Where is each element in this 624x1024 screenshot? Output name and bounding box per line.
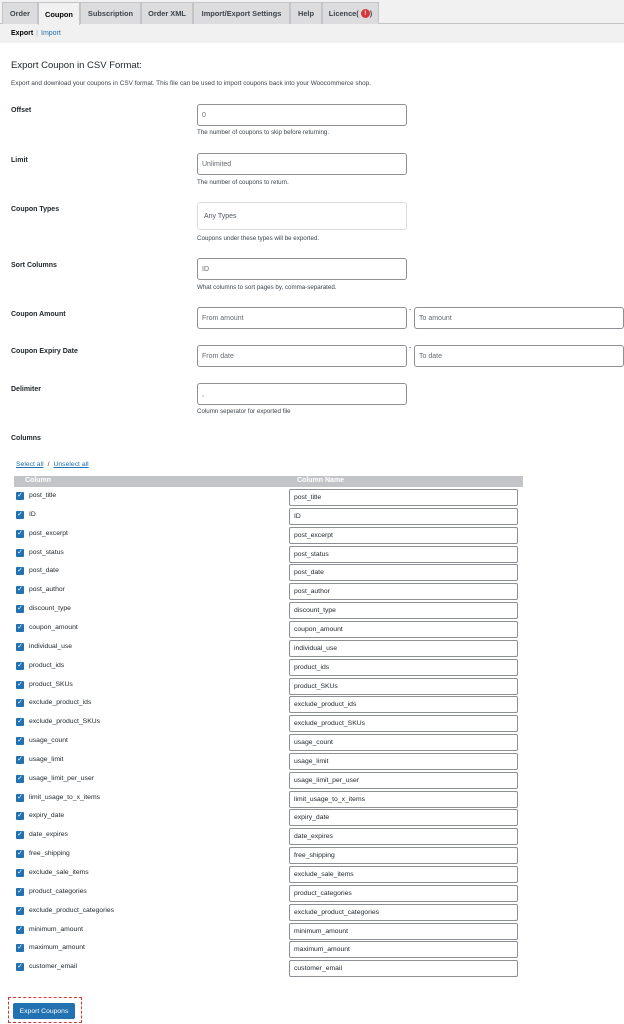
- columns-label: Columns: [11, 435, 41, 442]
- column-name-input[interactable]: usage_limit_per_user: [289, 772, 518, 789]
- column-checkbox[interactable]: ✓: [17, 793, 23, 801]
- table-row: [14, 601, 523, 620]
- amount-range-dash: -: [409, 307, 412, 314]
- column-name-input[interactable]: exclude_product_ids: [289, 696, 518, 713]
- table-row: [14, 846, 523, 865]
- header-column-name: Column Name: [297, 477, 345, 484]
- table-row: [14, 582, 523, 601]
- column-name-input[interactable]: exclude_product_SKUs: [289, 715, 518, 732]
- tab-coupon-label: Coupon: [45, 9, 73, 19]
- column-name-input[interactable]: ID: [289, 508, 518, 525]
- table-row: [14, 677, 523, 696]
- delimiter-hint: Column seperator for exported file: [197, 408, 291, 415]
- column-checkbox[interactable]: ✓: [17, 510, 23, 518]
- coupon-types-select[interactable]: Any Types: [197, 202, 407, 230]
- columns-table-header: [14, 476, 523, 487]
- alert-icon: !: [361, 9, 370, 18]
- column-checkbox[interactable]: ✓: [17, 492, 23, 499]
- column-checkbox[interactable]: ✓: [17, 831, 23, 839]
- tab-import-export-settings[interactable]: [193, 2, 290, 24]
- column-name-input[interactable]: post_status: [289, 546, 518, 563]
- column-key: date_expires: [29, 831, 68, 839]
- table-row: [14, 488, 523, 507]
- column-name-input[interactable]: coupon_amount: [289, 621, 518, 638]
- column-name-input[interactable]: maximum_amount: [289, 941, 518, 958]
- column-checkbox[interactable]: ✓: [17, 963, 23, 971]
- column-key: individual_use: [29, 642, 73, 650]
- table-row: [14, 658, 523, 677]
- select-links: [16, 461, 89, 468]
- column-name-input[interactable]: exclude_product_categories: [289, 904, 518, 921]
- from-amount-input[interactable]: From amount: [197, 307, 407, 329]
- column-key: usage_limit: [29, 755, 64, 763]
- column-name-input[interactable]: limit_usage_to_x_items: [289, 791, 518, 808]
- table-row: [14, 752, 523, 771]
- column-key: exclude_product_SKUs: [29, 718, 101, 726]
- column-key: post_title: [29, 492, 57, 499]
- to-date-input[interactable]: To date: [414, 345, 624, 367]
- column-key: usage_count: [29, 737, 68, 745]
- tab-coupon[interactable]: [38, 2, 80, 25]
- column-key: coupon_amount: [29, 623, 78, 631]
- tab-settings-label: Import/Export Settings: [201, 9, 282, 18]
- column-name-input[interactable]: customer_email: [289, 960, 518, 977]
- table-row: [14, 884, 523, 903]
- table-row: [14, 545, 523, 564]
- sort-columns-hint: What columns to sort pages by, comma-separated.: [197, 284, 337, 291]
- table-row: [14, 639, 523, 658]
- table-row: [14, 733, 523, 752]
- table-row: [14, 808, 523, 827]
- sort-columns-label: Sort Columns: [11, 262, 57, 269]
- column-key: post_excerpt: [29, 529, 68, 537]
- column-checkbox[interactable]: ✓: [17, 944, 23, 952]
- offset-hint: The number of coupons to skip before returning.: [197, 129, 330, 136]
- subnav-import[interactable]: Import: [41, 30, 61, 37]
- column-checkbox[interactable]: ✓: [17, 529, 23, 537]
- column-checkbox[interactable]: ✓: [17, 699, 23, 707]
- column-key: product_SKUs: [29, 680, 73, 688]
- column-checkbox[interactable]: ✓: [17, 605, 23, 613]
- column-key: exclude_sale_items: [29, 869, 89, 876]
- column-checkbox[interactable]: ✓: [17, 680, 23, 688]
- table-row: [14, 903, 523, 922]
- date-range-dash: -: [409, 345, 412, 352]
- column-name-input[interactable]: date_expires: [289, 828, 518, 845]
- subnav-separator: |: [36, 30, 38, 37]
- column-checkbox[interactable]: ✓: [17, 812, 23, 820]
- column-name-input[interactable]: post_excerpt: [289, 527, 518, 544]
- column-checkbox[interactable]: ✓: [17, 755, 23, 763]
- column-name-input[interactable]: product_ids: [289, 659, 518, 676]
- tab-subscription[interactable]: [80, 2, 141, 24]
- column-key: minimum_amount: [29, 925, 84, 933]
- column-checkbox[interactable]: ✓: [17, 774, 23, 782]
- limit-label: Limit: [11, 157, 28, 164]
- table-row: [14, 507, 523, 526]
- table-row: [14, 563, 523, 582]
- tab-help[interactable]: [290, 2, 322, 24]
- column-name-input[interactable]: post_title: [289, 489, 518, 506]
- column-key: post_status: [29, 548, 64, 556]
- column-name-input[interactable]: usage_count: [289, 734, 518, 751]
- table-row: [14, 827, 523, 846]
- tab-help-label: Help: [297, 9, 314, 18]
- offset-input[interactable]: 0: [197, 104, 407, 126]
- column-key: post_date: [29, 567, 59, 575]
- column-key: customer_email: [29, 963, 77, 971]
- column-name-input[interactable]: post_date: [289, 564, 518, 581]
- column-key: product_categories: [29, 887, 87, 895]
- tab-order-label: Order: [9, 9, 31, 18]
- column-key: ID: [29, 510, 36, 518]
- column-checkbox[interactable]: ✓: [17, 906, 23, 914]
- tab-order-xml-label: Order XML: [148, 9, 186, 18]
- table-row: [14, 865, 523, 884]
- offset-label: Offset: [11, 107, 32, 114]
- tab-bar: [0, 0, 624, 24]
- sort-columns-input[interactable]: ID: [197, 258, 407, 280]
- tab-order-xml[interactable]: [141, 2, 193, 24]
- column-key: usage_limit_per_user: [29, 774, 94, 782]
- column-checkbox[interactable]: ✓: [17, 869, 23, 876]
- column-key: post_author: [29, 586, 65, 594]
- page-description: Export and download your coupons in CSV format. This file can be used to import coupons back into your Woocommerce shop.: [11, 80, 371, 87]
- subnav-export[interactable]: Export: [11, 30, 34, 37]
- column-key: free_shipping: [29, 850, 70, 858]
- table-row: [14, 790, 523, 809]
- column-checkbox[interactable]: ✓: [17, 642, 23, 650]
- column-checkbox[interactable]: ✓: [17, 718, 23, 726]
- header-column: Column: [25, 477, 52, 484]
- column-checkbox[interactable]: ✓: [17, 548, 23, 556]
- table-row: [14, 526, 523, 545]
- coupon-types-hint: Coupons under these types will be exported.: [197, 235, 320, 242]
- tab-licence[interactable]: [322, 2, 379, 24]
- delimiter-label: Delimiter: [11, 386, 41, 393]
- limit-input[interactable]: Unlimited: [197, 153, 407, 175]
- column-checkbox[interactable]: ✓: [17, 623, 23, 631]
- tab-order[interactable]: [2, 2, 38, 24]
- page-title: Export Coupon in CSV Format:: [11, 60, 142, 71]
- column-name-input[interactable]: minimum_amount: [289, 923, 518, 940]
- column-checkbox[interactable]: ✓: [17, 586, 23, 594]
- column-key: exclude_product_ids: [29, 699, 92, 707]
- tab-licence-label: Licence(: [328, 9, 359, 18]
- column-key: limit_usage_to_x_items: [29, 793, 101, 801]
- delimiter-input[interactable]: ,: [197, 383, 407, 405]
- column-checkbox[interactable]: ✓: [17, 850, 23, 858]
- column-checkbox[interactable]: ✓: [17, 925, 23, 933]
- column-name-input[interactable]: individual_use: [289, 640, 518, 657]
- coupon-types-label: Coupon Types: [11, 206, 60, 213]
- table-row: [14, 620, 523, 639]
- select-all-link[interactable]: Select all: [16, 461, 44, 468]
- tab-subscription-label: Subscription: [87, 9, 134, 18]
- column-name-input[interactable]: product_SKUs: [289, 678, 518, 695]
- table-row: [14, 940, 523, 959]
- export-coupons-button[interactable]: Export Coupons: [13, 1003, 75, 1019]
- column-checkbox[interactable]: ✓: [17, 737, 23, 745]
- column-name-input[interactable]: post_author: [289, 583, 518, 600]
- sub-navigation: [11, 30, 61, 37]
- column-name-input[interactable]: exclude_sale_items: [289, 866, 518, 883]
- column-checkbox[interactable]: ✓: [17, 661, 23, 669]
- column-checkbox[interactable]: ✓: [17, 567, 23, 575]
- coupon-amount-label: Coupon Amount: [11, 311, 66, 318]
- column-name-input[interactable]: usage_limit: [289, 753, 518, 770]
- unselect-all-link[interactable]: Unselect all: [53, 461, 89, 468]
- select-separator: /: [47, 461, 50, 468]
- column-name-input[interactable]: free_shipping: [289, 847, 518, 864]
- table-row: [14, 714, 523, 733]
- table-row: [14, 959, 523, 978]
- tab-licence-close: ): [369, 9, 373, 18]
- column-name-input[interactable]: expiry_date: [289, 809, 518, 826]
- table-row: [14, 922, 523, 941]
- column-key: product_ids: [29, 661, 65, 669]
- column-key: discount_type: [29, 605, 71, 613]
- column-key: expiry_date: [29, 812, 65, 820]
- column-checkbox[interactable]: ✓: [17, 887, 23, 895]
- from-date-input[interactable]: From date: [197, 345, 407, 367]
- table-row: [14, 771, 523, 790]
- expiry-date-label: Coupon Expiry Date: [11, 348, 78, 355]
- to-amount-input[interactable]: To amount: [414, 307, 624, 329]
- column-name-input[interactable]: discount_type: [289, 602, 518, 619]
- table-row: [14, 695, 523, 714]
- column-name-input[interactable]: product_categories: [289, 885, 518, 902]
- column-key: exclude_product_categories: [29, 906, 115, 914]
- export-button-highlight: [8, 997, 82, 1023]
- limit-hint: The number of coupons to return.: [197, 179, 289, 186]
- column-key: maximum_amount: [29, 944, 85, 952]
